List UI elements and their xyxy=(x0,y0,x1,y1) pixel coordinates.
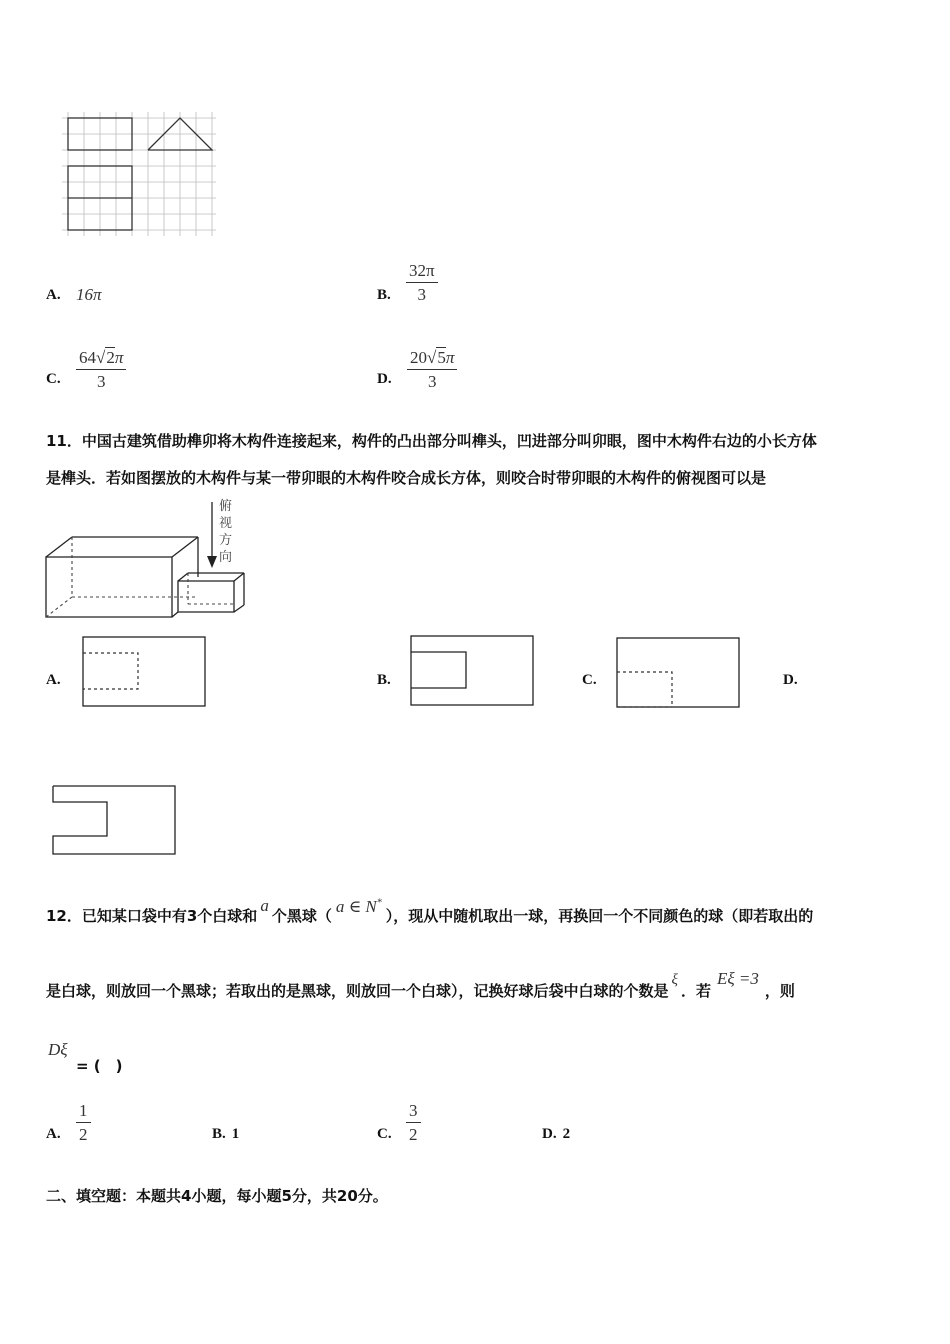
q11-option-c-figure[interactable] xyxy=(616,637,740,709)
q10-option-d-label[interactable]: D. xyxy=(377,371,392,387)
q10-option-b-label[interactable]: B. xyxy=(377,287,391,303)
q11-option-b-label[interactable]: B. xyxy=(377,672,391,688)
q11-option-a-label[interactable]: A. xyxy=(46,672,61,688)
view-direction-arrow-icon xyxy=(206,500,218,570)
q11-option-a-figure[interactable] xyxy=(82,636,206,708)
q10-option-a-label[interactable]: A. xyxy=(46,287,61,303)
q12-option-d[interactable]: D. 2 xyxy=(542,1126,571,1142)
q10-option-d-fraction: $\frac{20√5\pi}{3}$ xyxy=(407,349,457,390)
q10-option-b-fraction: $\frac{32\pi}{3}$ xyxy=(406,262,438,303)
q12-option-b[interactable]: B. 1 xyxy=(212,1126,240,1142)
q11-option-c-label[interactable]: C. xyxy=(582,672,597,688)
q12-text-line1: 12．已知某口袋中有3个白球和a个黑球（ a ∈ N*），现从中随机取出一球，再换回一个不同颜色的球（即若取出的 xyxy=(46,896,814,925)
q12-text-line2: 是白球，则放回一个黑球；若取出的是黑球，则放回一个白球），记换好球后袋中白球的个数是ξ．若Eξ =3，则 xyxy=(46,969,795,1000)
q12-option-a-fraction: $\frac{1}{2}$ xyxy=(76,1102,91,1143)
q10-option-a-value: 16π xyxy=(76,285,102,304)
q12-variance-symbol: Dξ xyxy=(48,1040,68,1059)
q12-blank: = ( ) xyxy=(76,1057,123,1075)
q11-option-d-figure[interactable] xyxy=(51,784,179,858)
q12-option-c-label[interactable]: C. xyxy=(377,1126,392,1142)
three-view-figure xyxy=(58,110,223,240)
view-direction-label: 俯 视 方 向 xyxy=(219,499,233,565)
q12-option-a-label[interactable]: A. xyxy=(46,1126,61,1142)
q11-text-line1: 11．中国古建筑借助榫卯将木构件连接起来，构件的凸出部分叫榫头，凹进部分叫卯眼，图中木构件右边的小长方体 xyxy=(46,432,817,450)
q12-option-c-fraction: $\frac{3}{2}$ xyxy=(406,1102,421,1143)
section-2-heading: 二、填空题：本题共4小题，每小题5分，共20分。 xyxy=(46,1187,388,1205)
q10-option-c-fraction: $\frac{64√2\pi}{3}$ xyxy=(76,349,126,390)
q11-option-d-label[interactable]: D. xyxy=(783,672,798,688)
q11-option-b-figure[interactable] xyxy=(410,635,534,707)
q10-option-c-label[interactable]: C. xyxy=(46,371,61,387)
q11-text-line2: 是榫头．若如图摆放的木构件与某一带卯眼的木构件咬合成长方体，则咬合时带卯眼的木构件的俯视图可以是 xyxy=(46,469,767,487)
